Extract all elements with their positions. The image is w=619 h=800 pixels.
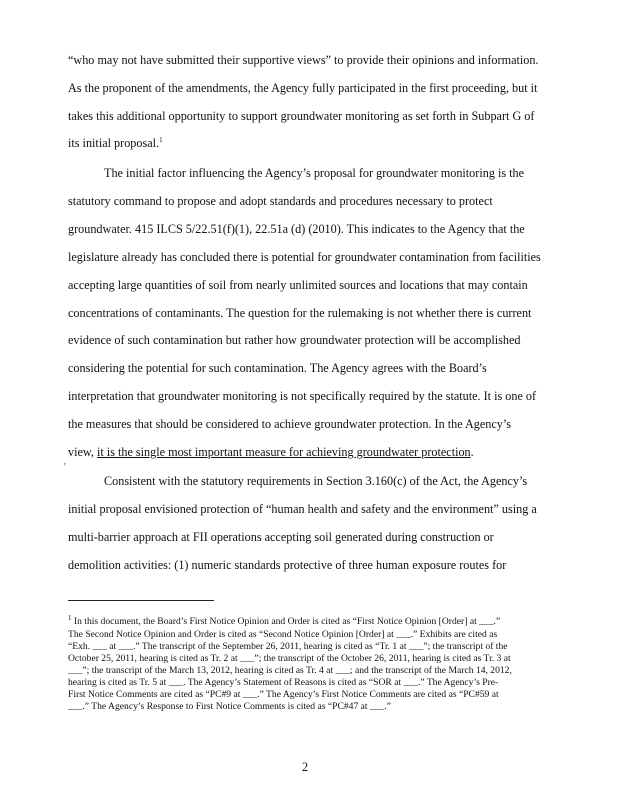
body-line: legislature already has concluded there is potential for groundwater contamination from facilities xyxy=(68,250,541,264)
footnote-line: ___”; the transcript of the March 13, 2012, hearing is cited as Tr. 4 at ___; and the transcript of the March 14, 2012, xyxy=(68,665,512,676)
body-line xyxy=(68,137,163,149)
footnote-line: October 25, 2011, hearing is cited as Tr. 2 at ___”; the transcript of the October 26, 2011, hearing is cited as Tr. 3 at xyxy=(68,653,511,664)
body-line: accepting large quantities of soil from nearly unlimited sources and locations that may contain xyxy=(68,278,528,292)
body-line: statutory command to propose and adopt standards and procedures necessary to protect xyxy=(68,194,493,208)
body-line-text: . xyxy=(470,445,474,459)
body-line: concentrations of contaminants. The question for the rulemaking is not whether there is current xyxy=(68,306,532,320)
body-line: The initial factor influencing the Agency’s proposal for groundwater monitoring is the xyxy=(104,166,525,180)
footnote-line xyxy=(68,613,501,627)
body-line: takes this additional opportunity to support groundwater monitoring as set forth in Subpart G of xyxy=(68,109,535,123)
margin-mark: ' xyxy=(64,462,66,473)
body-line: the measures that should be considered to achieve groundwater protection. In the Agency’s xyxy=(68,417,512,431)
footnote-text: In this document, the Board’s First Notice Opinion and Order is cited as “First Notice Opinion [Order] at ___.” xyxy=(73,616,501,627)
body-line: considering the potential for such contamination. The Agency agrees with the Board’s xyxy=(68,361,487,375)
footnote-separator xyxy=(68,600,214,601)
footnote-number: 1 xyxy=(68,613,72,622)
underlined-emphasis: it is the single most important measure for achieving groundwater protection xyxy=(97,445,471,459)
body-line: evidence of such contamination but rather how groundwater protection will be accomplished xyxy=(68,333,521,347)
body-line: As the proponent of the amendments, the Agency fully participated in the first proceeding, but it xyxy=(68,81,538,95)
body-line: demolition activities: (1) numeric standards protective of three human exposure routes for xyxy=(68,558,507,572)
body-line: multi-barrier approach at FII operations accepting soil generated during construction or xyxy=(68,530,494,544)
footnote-line: ___.” The Agency’s Response to First Notice Comments is cited as “PC#47 at ___.” xyxy=(68,701,392,712)
page-number: 2 xyxy=(302,760,309,774)
body-line-text: its initial proposal. xyxy=(68,136,160,150)
body-line: interpretation that groundwater monitoring is not specifically required by the statute. It is one of xyxy=(68,389,537,403)
body-line-text: view, xyxy=(68,445,94,459)
footnote-ref: 1 xyxy=(159,135,163,144)
body-line: initial proposal envisioned protection of “human health and safety and the environment” using a xyxy=(68,502,537,516)
footnote-line: hearing is cited as Tr. 5 at ___. The Agency’s Statement of Reasons is cited as “SOR at ___.” The Agency’s Pre- xyxy=(68,677,499,688)
body-line: “who may not have submitted their supportive views” to provide their opinions and information. xyxy=(68,53,539,67)
footnote-line: The Second Notice Opinion and Order is cited as “Second Notice Opinion [Order] at ___.” Exhibits are cited as xyxy=(68,629,498,640)
body-line xyxy=(68,446,474,458)
body-line: Consistent with the statutory requirements in Section 3.160(c) of the Act, the Agency’s xyxy=(104,474,528,488)
body-line: groundwater. 415 ILCS 5/22.51(f)(1), 22.51a (d) (2010). This indicates to the Agency that the xyxy=(68,222,525,236)
footnote-line: “Exh. ___ at ___.” The transcript of the September 26, 2011, hearing is cited as “Tr. 1 at ___”; the transcript of the xyxy=(68,641,508,652)
footnote-line: First Notice Comments are cited as “PC#9 at ___.” The Agency’s First Notice Comments are cited as “PC#59 at xyxy=(68,689,499,700)
